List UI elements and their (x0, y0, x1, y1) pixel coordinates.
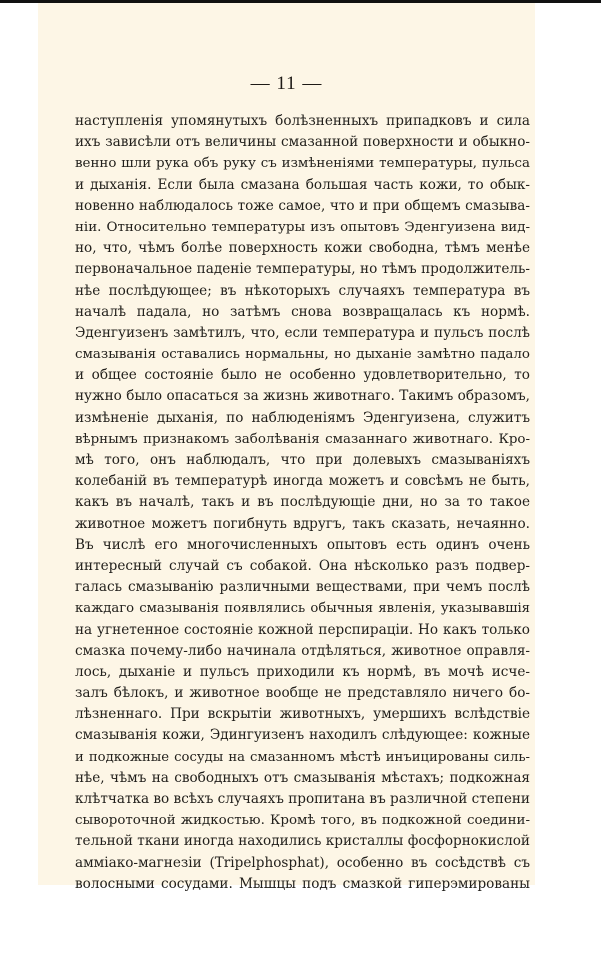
text-line: и дыханія. Если была смазана большая часть кожи, то обык- (75, 176, 530, 193)
text-line: нѣе, чѣмъ на свободныхъ отъ смазыванія мѣстахъ; подкожная (75, 769, 530, 786)
text-line: но, что, чѣмъ болѣе поверхность кожи свободна, тѣмъ менѣе (75, 240, 530, 257)
text-line: интересный случай съ собакой. Она нѣсколько разъ подвер- (75, 557, 530, 574)
text-line: новенно наблюдалось тоже самое, что и при общемъ смазыва- (75, 197, 530, 214)
text-line: Въ числѣ его многочисленныхъ опытовъ есть одинъ очень (75, 536, 530, 553)
text-line: волосными сосудами. Мышцы подъ смазкой гиперэмированы (75, 875, 530, 892)
text-line: нужно было опасаться за жизнь животнаго. Такимъ образомъ, (75, 388, 530, 405)
text-line: лось, дыханіе и пульсъ приходили къ нормѣ, въ мочѣ исче- (75, 663, 530, 680)
text-line: залъ бѣлокъ, и животное вообще не представляло ничего бо- (75, 685, 530, 702)
text-line: наступленія упомянутыхъ болѣзненныхъ припадковъ и сила (75, 113, 530, 129)
text-line: нѣе послѣдующее; въ нѣкоторыхъ случаяхъ температура въ (75, 282, 530, 299)
text-line: измѣненіе дыханія, по наблюденіямъ Эденгуизена, служитъ (75, 409, 530, 426)
text-line: и подкожные сосуды на смазанномъ мѣстѣ инъицированы силь- (75, 749, 530, 765)
text-line: венно шли рука объ руку съ измѣненіями температуры, пульса (75, 156, 530, 172)
text-line: первоначальное паденіе температуры, но тѣмъ продолжитель- (75, 261, 530, 278)
book-page (38, 3, 535, 892)
text-line: Эденгуизенъ замѣтилъ, что, если температура и пульсъ послѣ (75, 324, 530, 341)
text-line: колебаній въ температурѣ иногда можетъ и совсѣмъ не быть, (75, 473, 530, 490)
text-line: сывороточной жидкостью. Кромѣ того, въ подкожной соедини- (75, 813, 530, 829)
text-line: лѣзненнаго. При вскрытіи животныхъ, умершихъ вслѣдствіе (75, 706, 530, 723)
text-line: тельной ткани иногда находились кристаллы фосфорнокислой (75, 833, 530, 850)
text-line: на угнетенное состояніе кожной перспираціи. Но какъ только (75, 621, 530, 638)
text-line: каждаго смазыванія появлялись обычныя явленія, указывавшія (75, 601, 530, 617)
text-line: смазыванія кожи, Эдингуизенъ находилъ слѣдующее: кожные (75, 727, 530, 744)
text-line: и общее состояніе было не особенно удовлетворительно, то (75, 367, 530, 384)
page-number: — 11 — (250, 73, 323, 94)
text-line: галась смазыванію различными веществами, при чемъ послѣ (75, 579, 530, 596)
text-line: началѣ падала, но затѣмъ снова возвращалась къ нормѣ. (75, 303, 530, 320)
text-line: клѣтчатка во всѣхъ случаяхъ пропитана въ различной степени (75, 791, 530, 807)
text-line: какъ въ началѣ, такъ и въ послѣдующіе дни, но за то такое (75, 494, 530, 511)
text-line: амміако-магнезіи (Tripelphosphat), особенно въ сосѣдствѣ съ (75, 854, 530, 871)
text-line: животное можетъ погибнуть вдругъ, такъ сказать, нечаянно. (75, 515, 530, 532)
text-line: смазка почему-либо начинала отдѣляться, животное оправля- (75, 642, 530, 659)
text-line: мѣ того, онъ наблюдалъ, что при долевыхъ смазываніяхъ (75, 452, 530, 468)
text-line: ихъ зависѣли отъ величины смазанной поверхности и обыкно- (75, 134, 530, 151)
body-text (75, 111, 530, 895)
text-line: смазыванія оставались нормальны, но дыханіе замѣтно падало (75, 347, 530, 363)
text-line: вѣрнымъ признакомъ заболѣванія смазаннаго животнаго. Кро- (75, 431, 530, 447)
text-line: ніи. Относительно температуры изъ опытовъ Эденгуизена вид- (75, 219, 530, 235)
